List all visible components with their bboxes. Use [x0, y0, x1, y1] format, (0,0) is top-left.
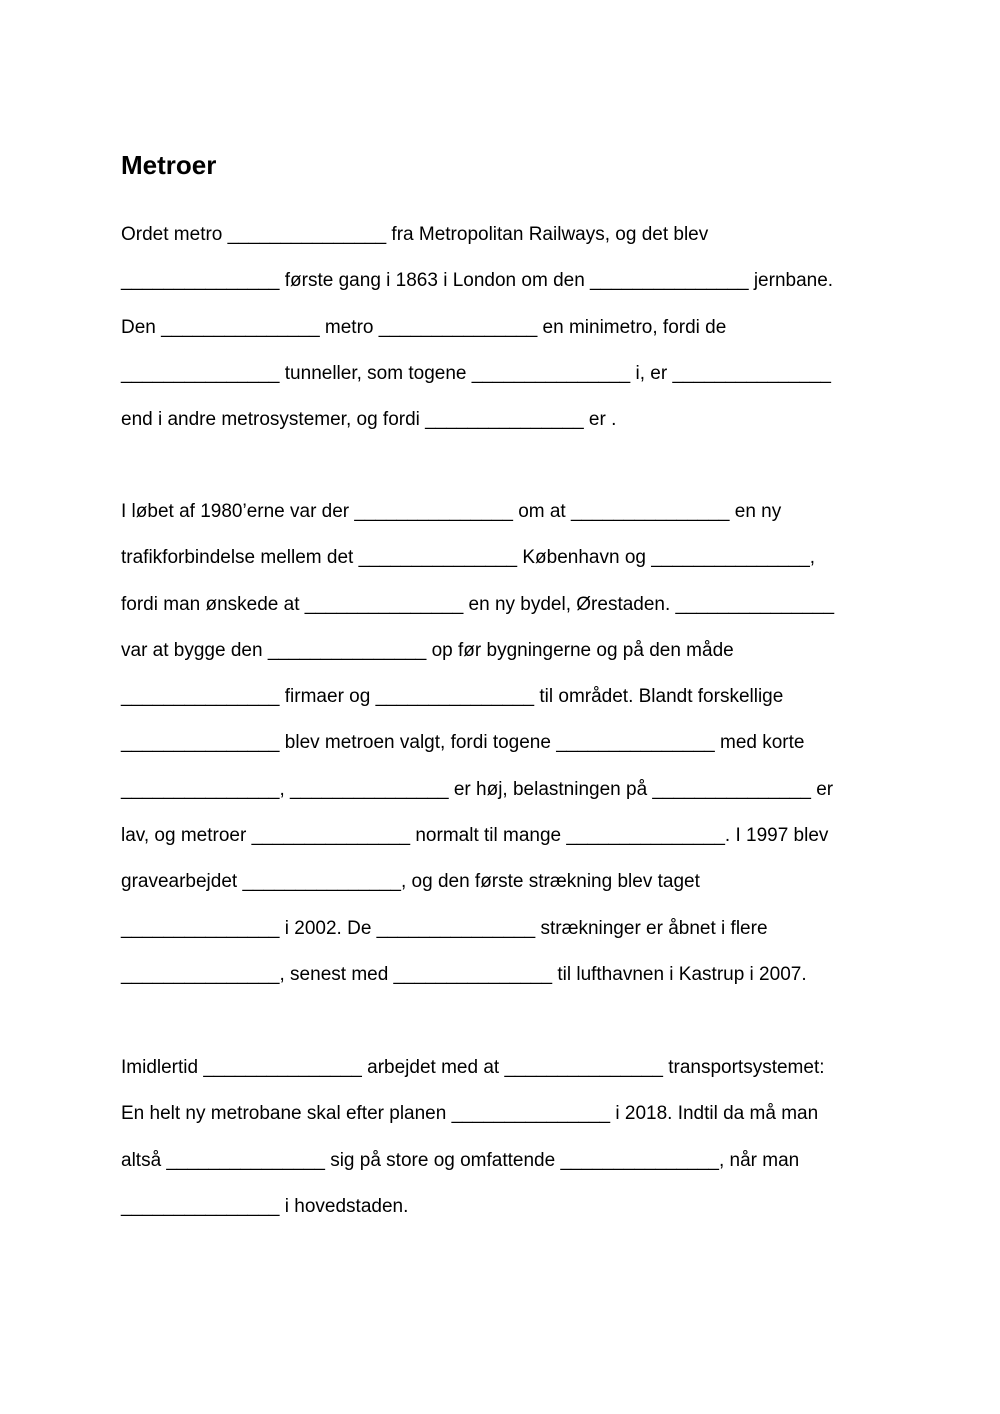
text-line	[121, 270, 881, 316]
line-text: _______________ blev metroen valgt, fordi togene _______________ med korte	[121, 732, 805, 754]
line-text: var at bygge den _______________ op før bygningerne og på den måde	[121, 639, 734, 661]
line-text: Imidlertid _______________ arbejdet med at _______________ transportsystemet:	[121, 1057, 825, 1078]
line-text: lav, og metroer _______________ normalt til mange _______________. I 1997 blev	[121, 825, 829, 847]
line-text: _______________, _______________ er høj, belastningen på _______________ er	[121, 778, 834, 800]
text-line	[121, 871, 881, 917]
text-line	[121, 686, 881, 732]
line-text: _______________ i hovedstaden.	[121, 1195, 409, 1217]
text-line	[121, 732, 881, 778]
text-line	[121, 547, 881, 593]
text-line	[121, 825, 881, 871]
text-line	[121, 363, 881, 409]
paragraph-3	[121, 1057, 881, 1242]
line-text: _______________ tunneller, som togene _______________ i, er _______________	[121, 362, 831, 384]
line-text: altså _______________ sig på store og omfattende _______________, når man	[121, 1149, 800, 1171]
line-text: end i andre metrosystemer, og fordi _______________ er .	[121, 409, 617, 431]
line-text: _______________ første gang i 1863 i London om den _______________ jernbane.	[121, 270, 834, 292]
text-line	[121, 594, 881, 640]
line-text: En helt ny metrobane skal efter planen _______________ i 2018. Indtil da må man	[121, 1103, 819, 1125]
text-line	[121, 501, 881, 547]
text-line	[121, 640, 881, 686]
text-line	[121, 1150, 881, 1196]
line-text: Ordet metro _______________ fra Metropolitan Railways, og det blev	[121, 224, 709, 245]
paragraph-1	[121, 224, 881, 455]
text-line	[121, 409, 881, 455]
text-line	[121, 1196, 881, 1242]
line-text: fordi man ønskede at _______________ en ny bydel, Ørestaden. _______________	[121, 593, 835, 615]
text-line	[121, 317, 881, 363]
text-line	[121, 1103, 881, 1149]
line-text: trafikforbindelse mellem det _______________ København og _______________,	[121, 547, 816, 569]
text-line	[121, 918, 881, 964]
line-text: Den _______________ metro _______________ en minimetro, fordi de	[121, 316, 727, 338]
paragraph-2	[121, 501, 881, 1010]
line-text: _______________ i 2002. De _______________ strækninger er åbnet i flere	[121, 917, 768, 939]
document-title: Metroer	[121, 150, 217, 180]
text-line	[121, 964, 881, 1010]
text-line	[121, 1057, 881, 1103]
line-text: _______________, senest med _______________ til lufthavnen i Kastrup i 2007.	[121, 963, 807, 985]
line-text: I løbet af 1980’erne var der _______________ om at _______________ en ny	[121, 501, 782, 522]
line-text: _______________ firmaer og _______________ til området. Blandt forskellige	[121, 686, 784, 708]
line-text: gravearbejdet _______________, og den første strækning blev taget	[121, 871, 700, 893]
text-line	[121, 224, 881, 270]
text-line	[121, 779, 881, 825]
